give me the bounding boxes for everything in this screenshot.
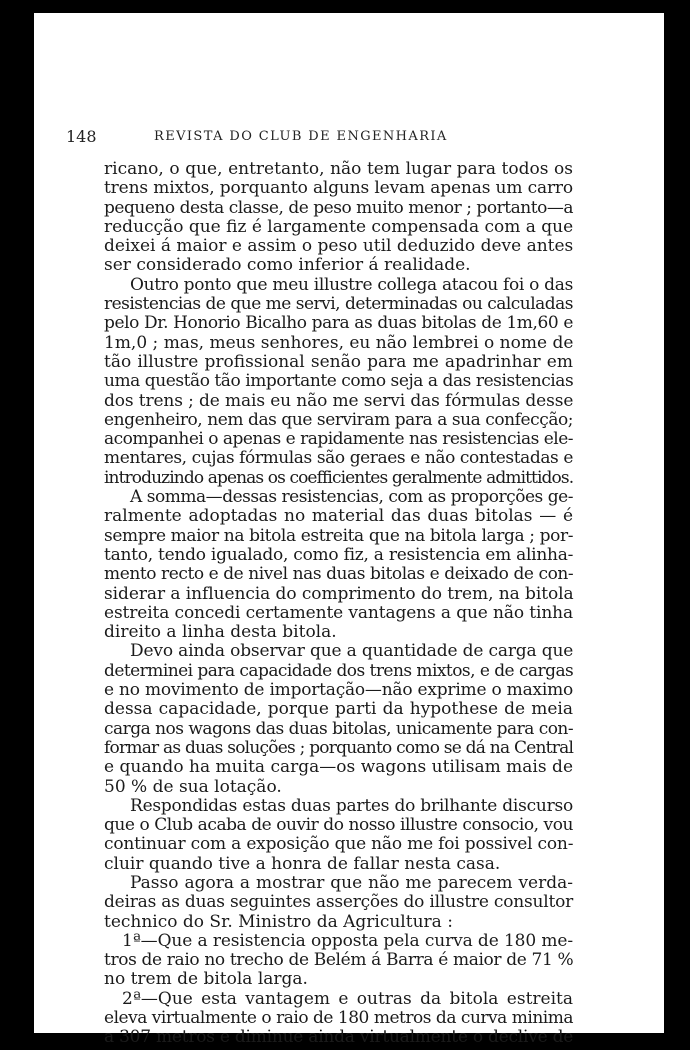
text-line: mento recto e de nivel nas duas bitolas e deixado de con-	[104, 564, 574, 585]
text-line: determinei para capacidade dos trens mixtos, e de cargas	[104, 660, 574, 681]
text-line: ricano, o que, entretanto, não tem lugar para todos os	[104, 159, 573, 179]
text-line: 1m,0 ; mas, meus senhores, eu não lembrei o nome de	[104, 332, 574, 353]
text-line: tros de raio no trecho de Belém á Barra é maior de 71 %	[104, 950, 574, 971]
text-line: engenheiro, nem das que serviram para a sua confecção;	[104, 409, 574, 430]
text-line: carga nos wagons das duas bitolas, unicamente para con-	[104, 718, 574, 739]
text-line: siderar a influencia do comprimento do trem, na bitola	[104, 583, 574, 604]
text-line: deiras as duas seguintes asserções do illustre consultor	[104, 892, 574, 913]
text-line: A somma—dessas resistencias, com as proporções ge-	[130, 487, 573, 508]
text-line: dos trens ; de mais eu não me servi das fórmulas desse	[104, 390, 574, 411]
text-line: dessa capacidade, porque parti da hypothese de meia	[104, 699, 573, 720]
running-title: REVISTA DO CLUB DE ENGENHARIA	[154, 129, 448, 144]
text-line: eleva virtualmente o raio de 180 metros da curva minima	[104, 1008, 573, 1029]
text-line: reducção que fiz é largamente compensada com a que	[104, 216, 574, 237]
text-line: 1ª—Que a resistencia opposta pela curva de 180 me-	[122, 930, 573, 951]
text-line: e quando ha muita carga—os wagons utilisam mais de	[104, 757, 573, 778]
text-line: ralmente adoptadas no material das duas bitolas — é	[104, 506, 573, 527]
text-line: continuar com a exposição que não me foi possivel con-	[104, 834, 574, 855]
text-line: mentares, cujas fórmulas são geraes e não contestadas e	[104, 448, 573, 469]
text-line: ser considerado como inferior á realidade.	[104, 255, 471, 276]
text-line: Passo agora a mostrar que não me parecem verda-	[130, 872, 573, 893]
page-number: 148	[66, 127, 97, 146]
text-line: direito a linha desta bitola.	[104, 622, 337, 643]
text-line: cluir quando tive a honra de fallar nesta casa.	[104, 853, 501, 874]
text-line: tanto, tendo igualado, como fiz, a resistencia em alinha-	[104, 544, 574, 565]
text-line: a 307 metros e diminue ainda virtualmente o declive de	[104, 1027, 574, 1048]
text-line: acompanhei o apenas e rapidamente nas resistencias ele-	[104, 429, 573, 450]
text-line: 2ª—Que esta vantagem e outras da bitola estreita	[122, 988, 573, 1009]
text-line: technico do Sr. Ministro da Agricultura :	[104, 911, 453, 932]
text-line: 50 % de sua lotação.	[104, 776, 282, 797]
text-line: formar as duas soluções ; porquanto como se dá na Central	[104, 737, 574, 758]
text-line: Respondidas estas duas partes do brilhante discurso	[130, 795, 573, 816]
text-line: estreita concedi certamente vantagens a que não tinha	[104, 602, 573, 623]
text-line: no trem de bitola larga.	[104, 969, 308, 990]
text-line: e no movimento de importação—não exprime o maximo	[104, 680, 573, 701]
text-line: deixei á maior e assim o peso util deduzido deve antes	[104, 236, 574, 257]
text-line: Devo ainda observar que a quantidade de carga que	[130, 641, 574, 662]
text-line: resistencias de que me servi, determinadas ou calculadas	[104, 294, 573, 315]
text-line: tão illustre profissional senão para me apadrinhar em	[104, 351, 573, 372]
body-text	[104, 160, 573, 1048]
text-line: introduzindo apenas os coefficientes geralmente admittidos.	[104, 467, 574, 488]
text-line: sempre maior na bitola estreita que na bitola larga ; por-	[104, 525, 574, 546]
text-line: que o Club acaba de ouvir do nosso illustre consocio, vou	[104, 815, 573, 836]
text-line: Outro ponto que meu illustre collega atacou foi o das	[130, 274, 573, 295]
text-line: pequeno desta classe, de peso muito menor ; portanto—a	[104, 197, 573, 218]
text-line: trens mixtos, porquanto alguns levam apenas um carro	[104, 178, 573, 199]
page-header	[66, 127, 566, 149]
text-line: pelo Dr. Honorio Bicalho para as duas bitolas de 1m,60 e	[104, 313, 573, 334]
text-line: uma questão tão importante como seja a das resistencias	[104, 371, 574, 392]
